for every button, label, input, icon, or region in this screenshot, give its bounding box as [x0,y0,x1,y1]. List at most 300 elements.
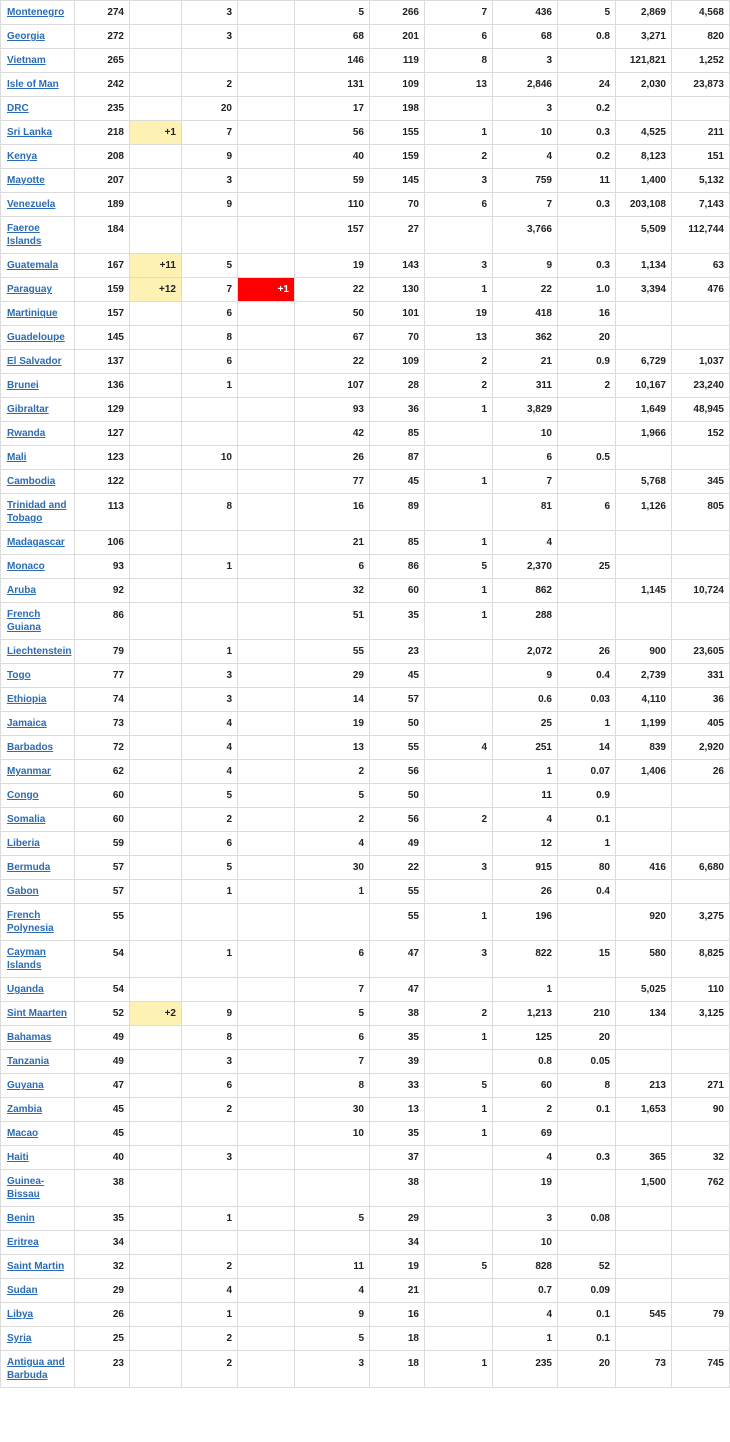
country-cell [1,446,75,470]
serious-critical-cell: 3 [425,941,493,978]
active-cases-cell: 22 [370,856,425,880]
country-cell [1,278,75,302]
table-row [1,856,730,880]
new-cases-cell [130,978,182,1002]
deaths-per-million-cell: 0.3 [558,193,616,217]
total-deaths-cell [182,398,238,422]
total-cases-cell: 57 [75,856,130,880]
total-cases-cell: 40 [75,1146,130,1170]
country-link[interactable]: Brunei [7,380,39,391]
country-cell [1,1170,75,1207]
total-deaths-cell: 2 [182,1351,238,1388]
total-cases-cell: 218 [75,121,130,145]
cases-per-million-cell: 3,829 [493,398,558,422]
active-cases-cell: 29 [370,1207,425,1231]
total-cases-cell: 60 [75,784,130,808]
active-cases-cell: 35 [370,1122,425,1146]
total-cases-cell: 57 [75,880,130,904]
new-cases-cell [130,856,182,880]
tests-per-million-cell: 23,605 [672,640,730,664]
table-row [1,1255,730,1279]
active-cases-cell: 18 [370,1351,425,1388]
table-row [1,978,730,1002]
active-cases-cell: 101 [370,302,425,326]
table-row [1,1098,730,1122]
total-tests-cell: 545 [616,1303,672,1327]
new-cases-cell: +2 [130,1002,182,1026]
total-deaths-cell: 2 [182,808,238,832]
cases-per-million-cell: 1,213 [493,1002,558,1026]
total-recovered-cell: 107 [295,374,370,398]
total-recovered-cell: 14 [295,688,370,712]
total-deaths-cell [182,531,238,555]
total-cases-cell: 38 [75,1170,130,1207]
tests-per-million-cell: 211 [672,121,730,145]
tests-per-million-cell [672,97,730,121]
country-link[interactable]: Cayman Islands [7,947,46,971]
deaths-per-million-cell: 5 [558,1,616,25]
new-deaths-cell [238,1327,295,1351]
total-deaths-cell [182,603,238,640]
new-cases-cell [130,422,182,446]
table-row [1,1122,730,1146]
new-cases-cell [130,1303,182,1327]
total-recovered-cell: 68 [295,25,370,49]
country-link[interactable]: French Guiana [7,609,41,633]
total-cases-cell: 184 [75,217,130,254]
country-link[interactable]: Congo [7,790,39,801]
active-cases-cell: 34 [370,1231,425,1255]
cases-per-million-cell: 25 [493,712,558,736]
active-cases-cell: 86 [370,555,425,579]
tests-per-million-cell [672,808,730,832]
total-deaths-cell: 3 [182,688,238,712]
serious-critical-cell [425,97,493,121]
new-deaths-cell [238,1098,295,1122]
total-deaths-cell: 7 [182,121,238,145]
total-deaths-cell: 3 [182,1146,238,1170]
total-recovered-cell: 1 [295,880,370,904]
deaths-per-million-cell [558,978,616,1002]
tests-per-million-cell [672,446,730,470]
deaths-per-million-cell: 20 [558,1026,616,1050]
total-deaths-cell: 4 [182,760,238,784]
country-link[interactable]: Macao [7,1128,39,1139]
deaths-per-million-cell: 0.3 [558,1146,616,1170]
total-deaths-cell: 1 [182,640,238,664]
total-deaths-cell [182,1231,238,1255]
country-link[interactable]: Montenegro [7,7,65,18]
new-deaths-cell [238,1146,295,1170]
deaths-per-million-cell [558,1231,616,1255]
table-row [1,941,730,978]
country-link[interactable]: Saint Martin [7,1261,65,1272]
country-link[interactable]: Martinique [7,308,58,319]
table-row [1,145,730,169]
new-deaths-cell [238,808,295,832]
country-cell [1,579,75,603]
deaths-per-million-cell [558,904,616,941]
country-link[interactable]: Vietnam [7,55,46,66]
country-link[interactable]: Georgia [7,31,45,42]
country-link[interactable]: Sudan [7,1285,38,1296]
country-link[interactable]: Sint Maarten [7,1008,68,1019]
deaths-per-million-cell [558,579,616,603]
new-deaths-cell [238,1279,295,1303]
country-link[interactable]: Aruba [7,585,36,596]
active-cases-cell: 198 [370,97,425,121]
active-cases-cell: 50 [370,712,425,736]
total-recovered-cell: 8 [295,1074,370,1098]
total-deaths-cell: 3 [182,1050,238,1074]
new-cases-cell [130,1098,182,1122]
total-tests-cell: 1,500 [616,1170,672,1207]
total-tests-cell: 1,134 [616,254,672,278]
new-cases-cell [130,1279,182,1303]
total-tests-cell: 365 [616,1146,672,1170]
new-cases-cell [130,555,182,579]
total-tests-cell: 6,729 [616,350,672,374]
new-cases-cell [130,1,182,25]
tests-per-million-cell [672,1255,730,1279]
tests-per-million-cell: 26 [672,760,730,784]
active-cases-cell: 70 [370,193,425,217]
total-tests-cell: 1,145 [616,579,672,603]
country-cell [1,97,75,121]
deaths-per-million-cell: 0.1 [558,1303,616,1327]
country-link[interactable]: Ethiopia [7,694,47,705]
cases-per-million-cell: 0.7 [493,1279,558,1303]
country-cell [1,688,75,712]
country-link[interactable]: Togo [7,670,31,681]
new-deaths-cell [238,941,295,978]
deaths-per-million-cell: 20 [558,326,616,350]
deaths-per-million-cell: 0.2 [558,145,616,169]
new-cases-cell [130,1050,182,1074]
country-link[interactable]: Tanzania [7,1056,50,1067]
cases-per-million-cell: 822 [493,941,558,978]
serious-critical-cell: 2 [425,145,493,169]
total-tests-cell [616,1327,672,1351]
total-deaths-cell: 4 [182,712,238,736]
table-row [1,193,730,217]
tests-per-million-cell [672,1122,730,1146]
serious-critical-cell [425,1050,493,1074]
active-cases-cell: 45 [370,470,425,494]
active-cases-cell: 28 [370,374,425,398]
active-cases-cell: 109 [370,73,425,97]
country-link[interactable]: Paraguay [7,284,53,295]
new-deaths-cell [238,712,295,736]
deaths-per-million-cell: 24 [558,73,616,97]
tests-per-million-cell: 36 [672,688,730,712]
deaths-per-million-cell: 1.0 [558,278,616,302]
country-link[interactable]: Antigua and Barbuda [7,1357,65,1381]
total-recovered-cell: 22 [295,350,370,374]
cases-per-million-cell: 2 [493,1098,558,1122]
country-link[interactable]: Zambia [7,1104,43,1115]
serious-critical-cell: 19 [425,302,493,326]
total-recovered-cell: 5 [295,1,370,25]
new-deaths-cell [238,579,295,603]
tests-per-million-cell: 2,920 [672,736,730,760]
country-cell [1,832,75,856]
country-link[interactable]: Venezuela [7,199,56,210]
country-link[interactable]: Somalia [7,814,46,825]
active-cases-cell: 21 [370,1279,425,1303]
country-link[interactable]: Monaco [7,561,45,572]
country-link[interactable]: Mayotte [7,175,45,186]
total-deaths-cell: 1 [182,1207,238,1231]
country-link[interactable]: Guyana [7,1080,44,1091]
new-deaths-cell [238,145,295,169]
deaths-per-million-cell [558,49,616,73]
total-cases-cell: 45 [75,1098,130,1122]
deaths-per-million-cell [558,422,616,446]
total-cases-cell: 208 [75,145,130,169]
country-link[interactable]: El Salvador [7,356,62,367]
tests-per-million-cell: 32 [672,1146,730,1170]
country-cell [1,1351,75,1388]
table-row [1,1002,730,1026]
new-deaths-cell [238,978,295,1002]
tests-per-million-cell [672,326,730,350]
total-recovered-cell: 30 [295,1098,370,1122]
total-tests-cell: 1,406 [616,760,672,784]
country-link[interactable]: Mali [7,452,27,463]
country-link[interactable]: Barbados [7,742,54,753]
active-cases-cell: 19 [370,1255,425,1279]
country-cell [1,1098,75,1122]
cases-per-million-cell: 69 [493,1122,558,1146]
total-tests-cell [616,1122,672,1146]
country-link[interactable]: Bahamas [7,1032,52,1043]
country-link[interactable]: Madagascar [7,537,65,548]
serious-critical-cell [425,1146,493,1170]
total-recovered-cell: 110 [295,193,370,217]
country-link[interactable]: Uganda [7,984,44,995]
country-cell [1,784,75,808]
total-deaths-cell: 8 [182,326,238,350]
country-link[interactable]: Benin [7,1213,35,1224]
new-deaths-cell [238,784,295,808]
country-link[interactable]: Cambodia [7,476,56,487]
cases-per-million-cell: 22 [493,278,558,302]
cases-per-million-cell: 11 [493,784,558,808]
country-link[interactable]: Syria [7,1333,32,1344]
active-cases-cell: 35 [370,603,425,640]
cases-per-million-cell: 196 [493,904,558,941]
deaths-per-million-cell: 80 [558,856,616,880]
country-link[interactable]: Gabon [7,886,39,897]
cases-per-million-cell: 4 [493,531,558,555]
new-cases-cell [130,1255,182,1279]
deaths-per-million-cell: 0.5 [558,446,616,470]
table-body [1,1,730,1388]
country-cell [1,712,75,736]
serious-critical-cell: 1 [425,1098,493,1122]
cases-per-million-cell: 3,766 [493,217,558,254]
country-cell [1,1122,75,1146]
deaths-per-million-cell: 0.9 [558,350,616,374]
active-cases-cell: 159 [370,145,425,169]
total-deaths-cell [182,978,238,1002]
table-row [1,688,730,712]
deaths-per-million-cell: 16 [558,302,616,326]
country-link[interactable]: Bermuda [7,862,51,873]
total-deaths-cell: 5 [182,254,238,278]
total-cases-cell: 47 [75,1074,130,1098]
country-cell [1,326,75,350]
country-link[interactable]: Haiti [7,1152,29,1163]
country-link[interactable]: Rwanda [7,428,46,439]
cases-per-million-cell: 10 [493,422,558,446]
country-link[interactable]: Eritrea [7,1237,39,1248]
tests-per-million-cell [672,1231,730,1255]
country-cell [1,49,75,73]
cases-per-million-cell: 10 [493,121,558,145]
deaths-per-million-cell: 0.3 [558,254,616,278]
country-link[interactable]: Libya [7,1309,34,1320]
total-recovered-cell: 17 [295,97,370,121]
active-cases-cell: 45 [370,664,425,688]
serious-critical-cell: 5 [425,555,493,579]
tests-per-million-cell: 63 [672,254,730,278]
table-row [1,1170,730,1207]
country-cell [1,1303,75,1327]
country-link[interactable]: Myanmar [7,766,51,777]
tests-per-million-cell: 762 [672,1170,730,1207]
serious-critical-cell: 2 [425,808,493,832]
new-cases-cell [130,25,182,49]
total-cases-cell: 92 [75,579,130,603]
total-recovered-cell: 22 [295,278,370,302]
country-link[interactable]: Faeroe Islands [7,223,42,247]
country-cell [1,374,75,398]
country-link[interactable]: Gibraltar [7,404,49,415]
serious-critical-cell: 3 [425,856,493,880]
country-link[interactable]: Kenya [7,151,38,162]
new-cases-cell [130,1327,182,1351]
cases-per-million-cell: 26 [493,880,558,904]
country-link[interactable]: Sri Lanka [7,127,53,138]
new-cases-cell: +11 [130,254,182,278]
new-cases-cell [130,326,182,350]
country-cell [1,1146,75,1170]
total-recovered-cell: 30 [295,856,370,880]
serious-critical-cell: 1 [425,531,493,555]
table-row [1,832,730,856]
serious-critical-cell [425,712,493,736]
total-recovered-cell: 50 [295,302,370,326]
cases-per-million-cell: 2,370 [493,555,558,579]
new-cases-cell [130,784,182,808]
active-cases-cell: 155 [370,121,425,145]
cases-per-million-cell: 362 [493,326,558,350]
active-cases-cell: 109 [370,350,425,374]
serious-critical-cell: 2 [425,350,493,374]
country-link[interactable]: Guadeloupe [7,332,65,343]
tests-per-million-cell: 151 [672,145,730,169]
country-link[interactable]: Jamaica [7,718,47,729]
table-row [1,555,730,579]
deaths-per-million-cell: 20 [558,1351,616,1388]
total-tests-cell: 2,739 [616,664,672,688]
serious-critical-cell: 6 [425,25,493,49]
total-tests-cell: 4,110 [616,688,672,712]
new-cases-cell [130,169,182,193]
active-cases-cell: 145 [370,169,425,193]
new-deaths-cell [238,1170,295,1207]
new-deaths-cell [238,1231,295,1255]
new-cases-cell [130,1351,182,1388]
new-deaths-cell [238,302,295,326]
country-link[interactable]: French Polynesia [7,910,54,934]
country-link[interactable]: Liechtenstein [7,646,72,657]
table-row [1,217,730,254]
country-link[interactable]: Guatemala [7,260,59,271]
new-cases-cell [130,688,182,712]
active-cases-cell: 143 [370,254,425,278]
active-cases-cell: 13 [370,1098,425,1122]
cases-per-million-cell: 10 [493,1231,558,1255]
tests-per-million-cell: 271 [672,1074,730,1098]
table-row [1,1074,730,1098]
total-recovered-cell: 2 [295,760,370,784]
total-cases-cell: 159 [75,278,130,302]
total-tests-cell [616,1231,672,1255]
country-link[interactable]: Guinea-Bissau [7,1176,45,1200]
country-cell [1,73,75,97]
country-cell [1,603,75,640]
new-deaths-cell [238,217,295,254]
tests-per-million-cell: 112,744 [672,217,730,254]
serious-critical-cell [425,784,493,808]
table-row [1,49,730,73]
country-cell [1,978,75,1002]
active-cases-cell: 47 [370,978,425,1002]
total-tests-cell [616,1279,672,1303]
country-cell [1,169,75,193]
new-deaths-cell [238,1,295,25]
country-link[interactable]: Liberia [7,838,40,849]
country-link[interactable]: Trinidad and Tobago [7,500,67,524]
new-cases-cell: +1 [130,121,182,145]
deaths-per-million-cell: 0.05 [558,1050,616,1074]
deaths-per-million-cell: 0.07 [558,760,616,784]
deaths-per-million-cell: 25 [558,555,616,579]
table-row [1,1146,730,1170]
country-link[interactable]: Isle of Man [7,79,59,90]
new-cases-cell: +12 [130,278,182,302]
table-row [1,531,730,555]
serious-critical-cell: 1 [425,470,493,494]
serious-critical-cell [425,446,493,470]
serious-critical-cell [425,422,493,446]
new-deaths-cell [238,1002,295,1026]
deaths-per-million-cell: 14 [558,736,616,760]
total-deaths-cell [182,1122,238,1146]
active-cases-cell: 60 [370,579,425,603]
serious-critical-cell [425,1170,493,1207]
serious-critical-cell [425,664,493,688]
total-recovered-cell: 5 [295,784,370,808]
deaths-per-million-cell: 8 [558,1074,616,1098]
new-cases-cell [130,579,182,603]
serious-critical-cell: 1 [425,904,493,941]
country-link[interactable]: DRC [7,103,29,114]
active-cases-cell: 39 [370,1050,425,1074]
